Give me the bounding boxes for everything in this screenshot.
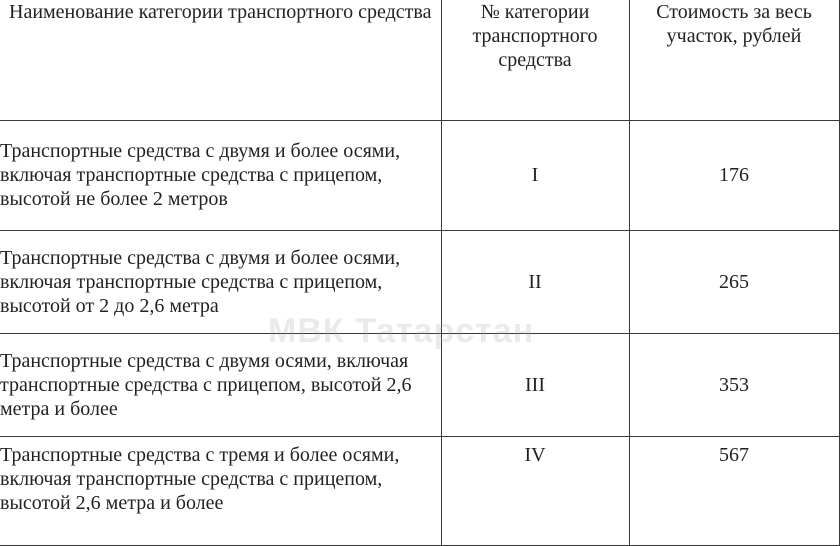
table-row	[0, 436, 839, 545]
table-row	[0, 120, 839, 230]
category-name-cell: Транспортные средства с тремя и более осями, включая транспортные средства с прицепом, высотой 2,6 метра и более	[0, 436, 441, 545]
category-number-cell: IV	[441, 436, 629, 545]
watermark: МВК Татарстан	[268, 312, 535, 350]
table-row	[0, 333, 839, 436]
header-cost: Стоимость за весь участок, рублей	[629, 0, 839, 120]
category-name-cell: Транспортные средства с двумя осями, включая транспортные средства с прицепом, высотой 2,6 метра и более	[0, 333, 441, 436]
cost-cell: 567	[629, 436, 839, 545]
category-number-cell: II	[441, 230, 629, 333]
category-number-cell: III	[441, 333, 629, 436]
table-row	[0, 230, 839, 333]
cost-cell: 176	[629, 120, 839, 230]
header-category-name: Наименование категории транспортного средства	[0, 0, 441, 120]
cost-cell: 353	[629, 333, 839, 436]
category-number-cell: I	[441, 120, 629, 230]
category-name-cell: Транспортные средства с двумя и более осями, включая транспортные средства с прицепом, высотой не более 2 метров	[0, 120, 441, 230]
table-header-row	[0, 0, 839, 120]
header-category-number: № категории транспортного средства	[441, 0, 629, 120]
category-name-cell: Транспортные средства с двумя и более осями, включая транспортные средства с прицепом, высотой от 2 до 2,6 метра	[0, 230, 441, 333]
cost-cell: 265	[629, 230, 839, 333]
